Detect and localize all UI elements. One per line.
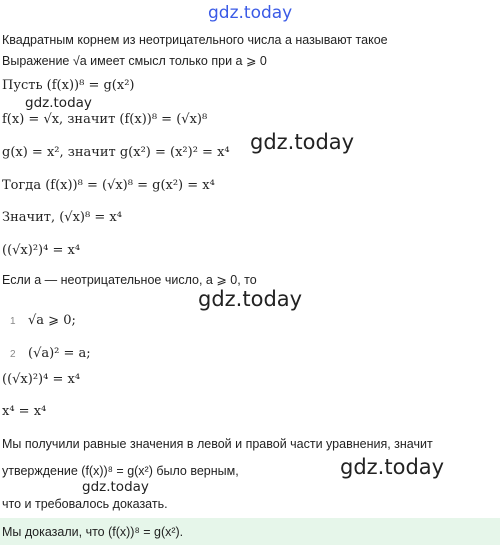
- equation-line: ((√x)²)⁴ = x⁴: [2, 243, 81, 258]
- final-statement: Мы доказали, что (f(x))⁸ = g(x²).: [2, 525, 184, 539]
- f-definition-line: f(x) = √x, значит (f(x))⁸ = (√x)⁸: [2, 112, 208, 127]
- conclusion-line-3: что и требовалось доказать.: [2, 497, 168, 511]
- g-definition-line: g(x) = x², значит g(x²) = (x²)² = x⁴: [2, 145, 230, 160]
- definition-line: Квадратным корнем из неотрицательного числа a называют такое: [2, 33, 388, 47]
- property-2: [10, 345, 91, 363]
- watermark: gdz.today: [250, 130, 355, 154]
- property-2-text: (√a)² = a;: [28, 346, 91, 361]
- conclusion-line-2: утверждение (f(x))⁸ = g(x²) было верным,: [2, 464, 239, 478]
- conclusion-line-1: Мы получили равные значения в левой и правой части уравнения, значит: [2, 437, 433, 451]
- then-line: Тогда (f(x))⁸ = (√x)⁸ = g(x²) = x⁴: [2, 178, 215, 193]
- item-number: 1: [10, 316, 16, 327]
- watermark: gdz.today: [208, 3, 293, 23]
- watermark: gdz.today: [25, 95, 92, 111]
- result-line: x⁴ = x⁴: [2, 404, 47, 419]
- watermark: gdz.today: [340, 455, 445, 479]
- watermark: gdz.today: [82, 479, 149, 495]
- therefore-line: Значит, (√x)⁸ = x⁴: [2, 210, 122, 225]
- domain-line: Выражение √a имеет смысл только при a ⩾ 0: [2, 54, 267, 68]
- assumption-line: Пусть (f(x))⁸ = g(x²): [2, 78, 135, 93]
- property-1-text: √a ⩾ 0;: [28, 313, 76, 328]
- watermark: gdz.today: [198, 287, 303, 311]
- property-intro-line: Если a — неотрицательное число, a ⩾ 0, то: [2, 273, 257, 287]
- item-number: 2: [10, 349, 16, 360]
- property-1: [10, 312, 76, 330]
- equation-line-2: ((√x)²)⁴ = x⁴: [2, 372, 81, 387]
